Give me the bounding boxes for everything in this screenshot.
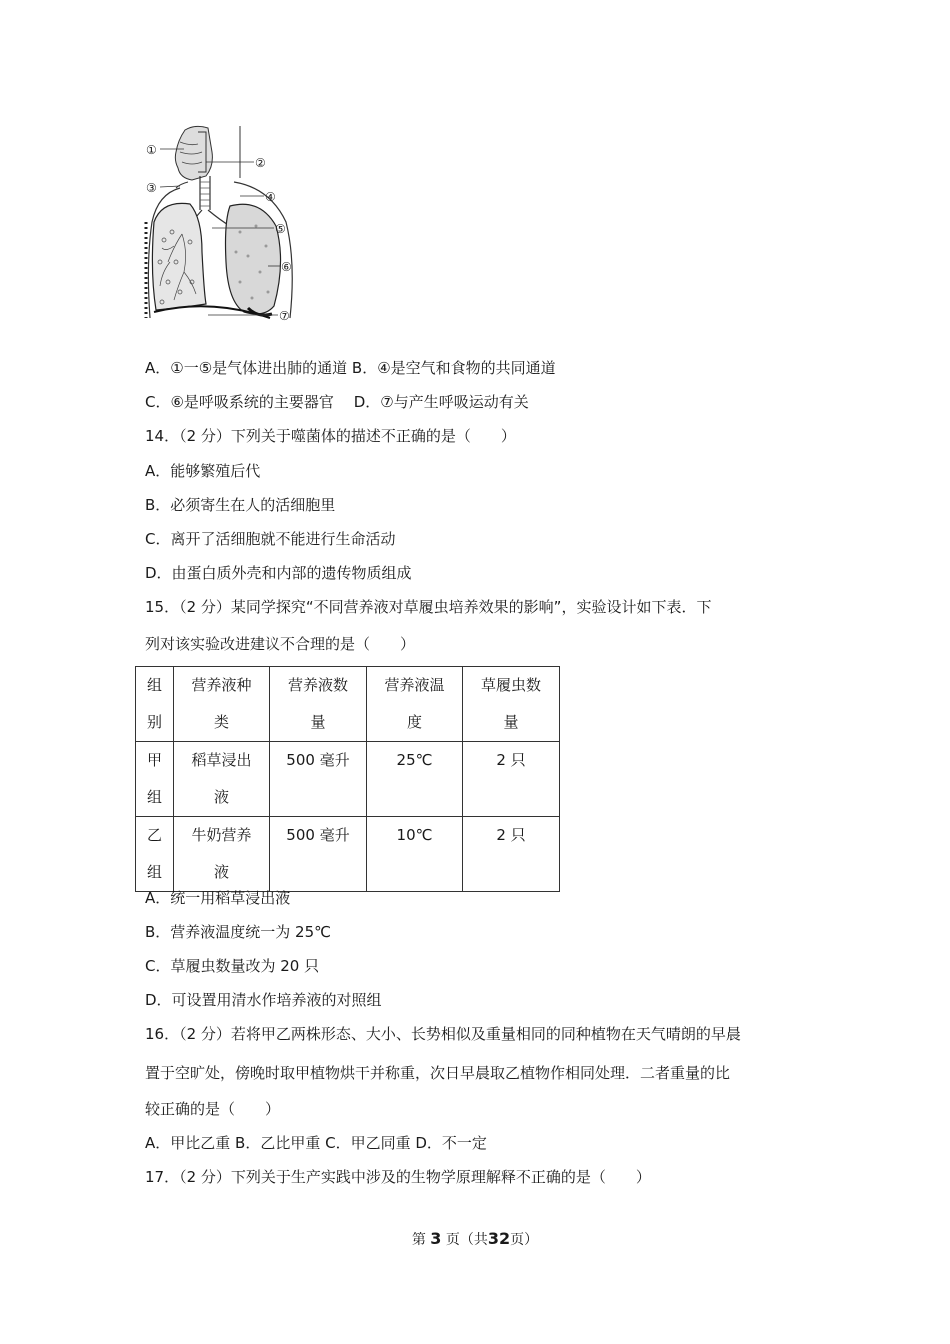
table-cell: 2 只 bbox=[463, 817, 560, 892]
q17-stem: 17．（2 分）下列关于生产实践中涉及的生物学原理解释不正确的是（ ） bbox=[145, 1168, 651, 1186]
table-cell: 牛奶营养 液 bbox=[174, 817, 270, 892]
figure-label-6: ⑥ bbox=[281, 260, 292, 274]
page-footer: 第 3 页（共32页） bbox=[411, 1229, 539, 1248]
q14-option-a: A．能够繁殖后代 bbox=[145, 462, 261, 480]
table-cell: 甲 组 bbox=[136, 742, 174, 817]
figure-label-3: ③ bbox=[146, 181, 157, 195]
figure-label-2: ② bbox=[255, 156, 266, 170]
figure-label-1: ① bbox=[146, 143, 157, 157]
q16-stem-line-3: 较正确的是（ ） bbox=[145, 1100, 281, 1118]
q15-option-b: B．营养液温度统一为 25℃ bbox=[145, 923, 331, 941]
experiment-table bbox=[135, 666, 560, 892]
total-pages-number: 32 bbox=[487, 1229, 511, 1248]
current-page-number: 3 bbox=[430, 1229, 442, 1248]
figure-label-7: ⑦ bbox=[279, 309, 290, 323]
q15-option-c: C．草履虫数量改为 20 只 bbox=[145, 957, 320, 975]
table-row bbox=[136, 817, 560, 892]
table-cell: 2 只 bbox=[463, 742, 560, 817]
table-header-row bbox=[136, 667, 560, 742]
q13-options-row-2: C．⑥是呼吸系统的主要器官 D．⑦与产生呼吸运动有关 bbox=[145, 393, 529, 411]
figure-label-5: ⑤ bbox=[275, 222, 286, 236]
table-cell: 500 毫升 bbox=[270, 817, 367, 892]
q13-options-row-1: A．①一⑤是气体进出肺的通道 B．④是空气和食物的共同通道 bbox=[145, 359, 556, 377]
respiratory-system-figure bbox=[140, 122, 305, 327]
table-cell: 稻草浸出 液 bbox=[174, 742, 270, 817]
q15-stem-line-1: 15．（2 分）某同学探究“不同营养液对草履虫培养效果的影响”，实验设计如下表．下 bbox=[145, 598, 712, 616]
table-header-cell: 组 别 bbox=[136, 667, 174, 742]
table-header-cell: 营养液数 量 bbox=[270, 667, 367, 742]
q15-option-a: A．统一用稻草浸出液 bbox=[145, 889, 291, 907]
table-header-cell: 营养液种 类 bbox=[174, 667, 270, 742]
q16-options-row: A．甲比乙重 B．乙比甲重 C．甲乙同重 D．不一定 bbox=[145, 1134, 487, 1152]
table-header-cell: 草履虫数 量 bbox=[463, 667, 560, 742]
q15-option-d: D．可设置用清水作培养液的对照组 bbox=[145, 991, 382, 1009]
q14-stem: 14．（2 分）下列关于噬菌体的描述不正确的是（ ） bbox=[145, 427, 516, 445]
q15-stem-line-2: 列对该实验改进建议不合理的是（ ） bbox=[145, 635, 416, 653]
table-header-cell: 营养液温 度 bbox=[367, 667, 463, 742]
table-cell: 25℃ bbox=[367, 742, 463, 817]
q14-option-d: D．由蛋白质外壳和内部的遗传物质组成 bbox=[145, 564, 412, 582]
table-cell: 乙 组 bbox=[136, 817, 174, 892]
q16-stem-line-1: 16．（2 分）若将甲乙两株形态、大小、长势相似及重量相同的同种植物在天气晴朗的早晨 bbox=[145, 1025, 741, 1043]
table-cell: 10℃ bbox=[367, 817, 463, 892]
q14-option-c: C．离开了活细胞就不能进行生命活动 bbox=[145, 530, 396, 548]
figure-label-4: ④ bbox=[265, 190, 276, 204]
table-cell: 500 毫升 bbox=[270, 742, 367, 817]
q16-stem-line-2: 置于空旷处，傍晚时取甲植物烘干并称重，次日早晨取乙植物作相同处理．二者重量的比 bbox=[145, 1064, 731, 1082]
q14-option-b: B．必须寄生在人的活细胞里 bbox=[145, 496, 336, 514]
table-row bbox=[136, 742, 560, 817]
